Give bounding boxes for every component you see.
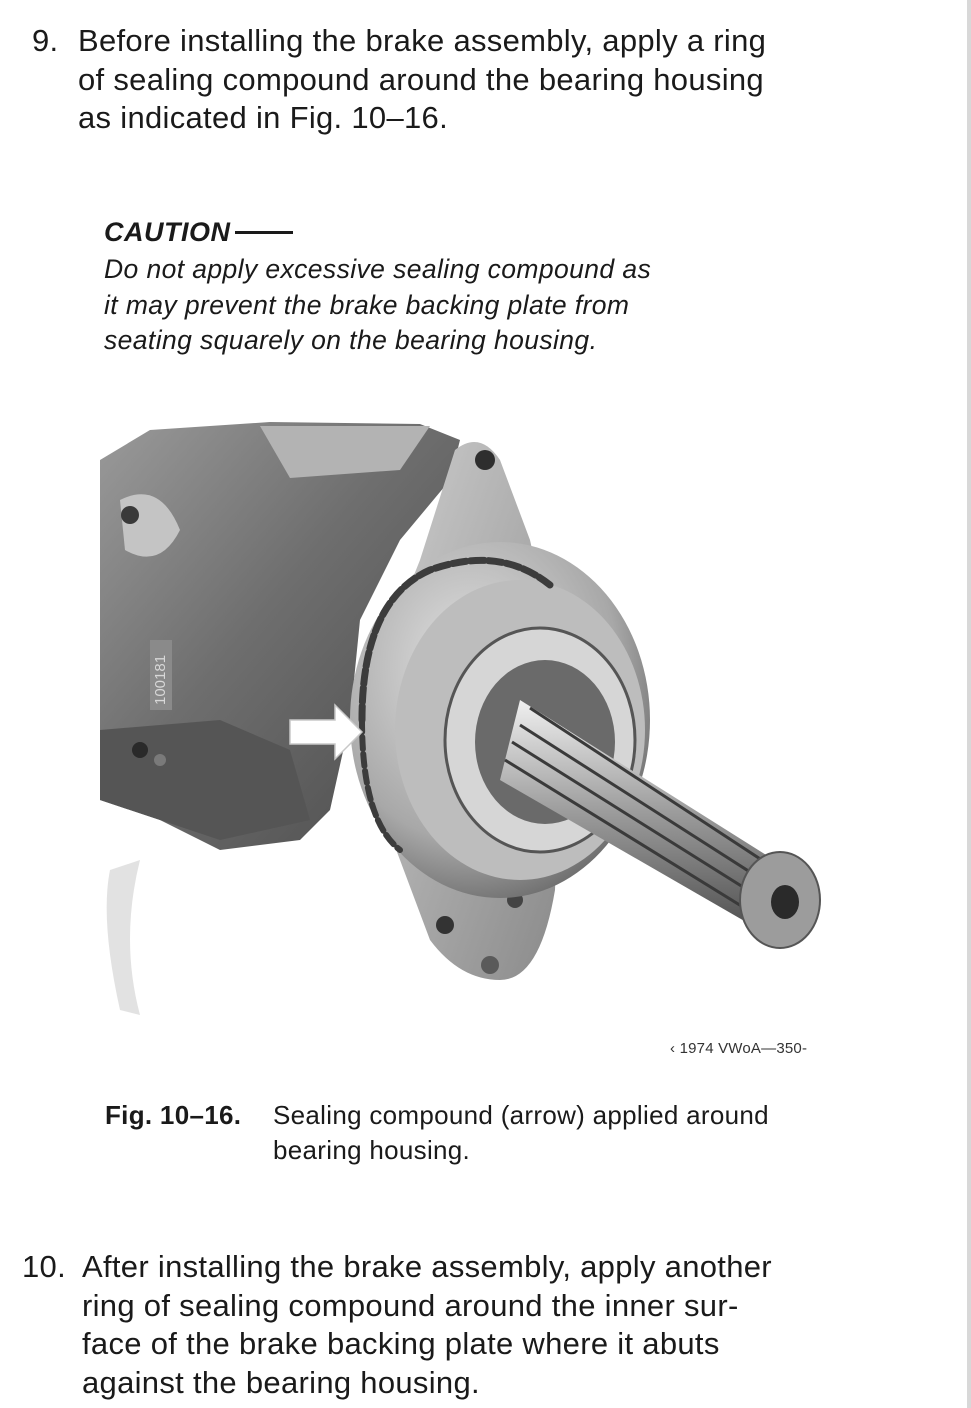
step-line: against the bearing housing. [82,1364,480,1400]
step-text [82,1248,842,1402]
caution-dash [235,231,293,234]
caution-heading-text: CAUTION [104,217,231,247]
step-line: ring of sealing compound around the inner sur- [82,1287,739,1323]
step-9 [32,22,852,142]
step-line: face of the brake backing plate where it abuts [82,1326,720,1361]
bearing-housing [350,542,650,898]
step-text [78,22,838,138]
caution-line: Do not apply excessive sealing compound as [104,254,652,284]
figure-photo [100,420,830,1030]
caution-line: it may prevent the brake backing plate from [104,289,630,320]
page-edge [967,0,971,1408]
step-number: 10. [22,1249,66,1284]
step-line: Before installing the brake assembly, apply a ring [78,23,767,58]
step-10 [22,1248,852,1408]
photo-credit: ‹ 1974 VWoA—350- [670,1040,808,1057]
caption-line: Sealing compound (arrow) applied around [273,1100,769,1130]
step-line: of sealing compound around the bearing housing [78,61,764,97]
figure-label: Fig. 10–16. [105,1100,242,1130]
step-line: After installing the brake assembly, apply another [82,1249,772,1284]
caption-text [273,1098,843,1168]
caution-note [104,214,724,359]
step-line: as indicated in Fig. 10–16. [78,100,449,135]
step-number: 9. [32,23,59,58]
part-stamp: 100181 [152,654,169,705]
caution-line: seating squarely on the bearing housing. [104,325,598,355]
caution-heading [104,214,724,250]
caption-line: bearing housing. [273,1135,471,1165]
caution-body [104,252,724,359]
